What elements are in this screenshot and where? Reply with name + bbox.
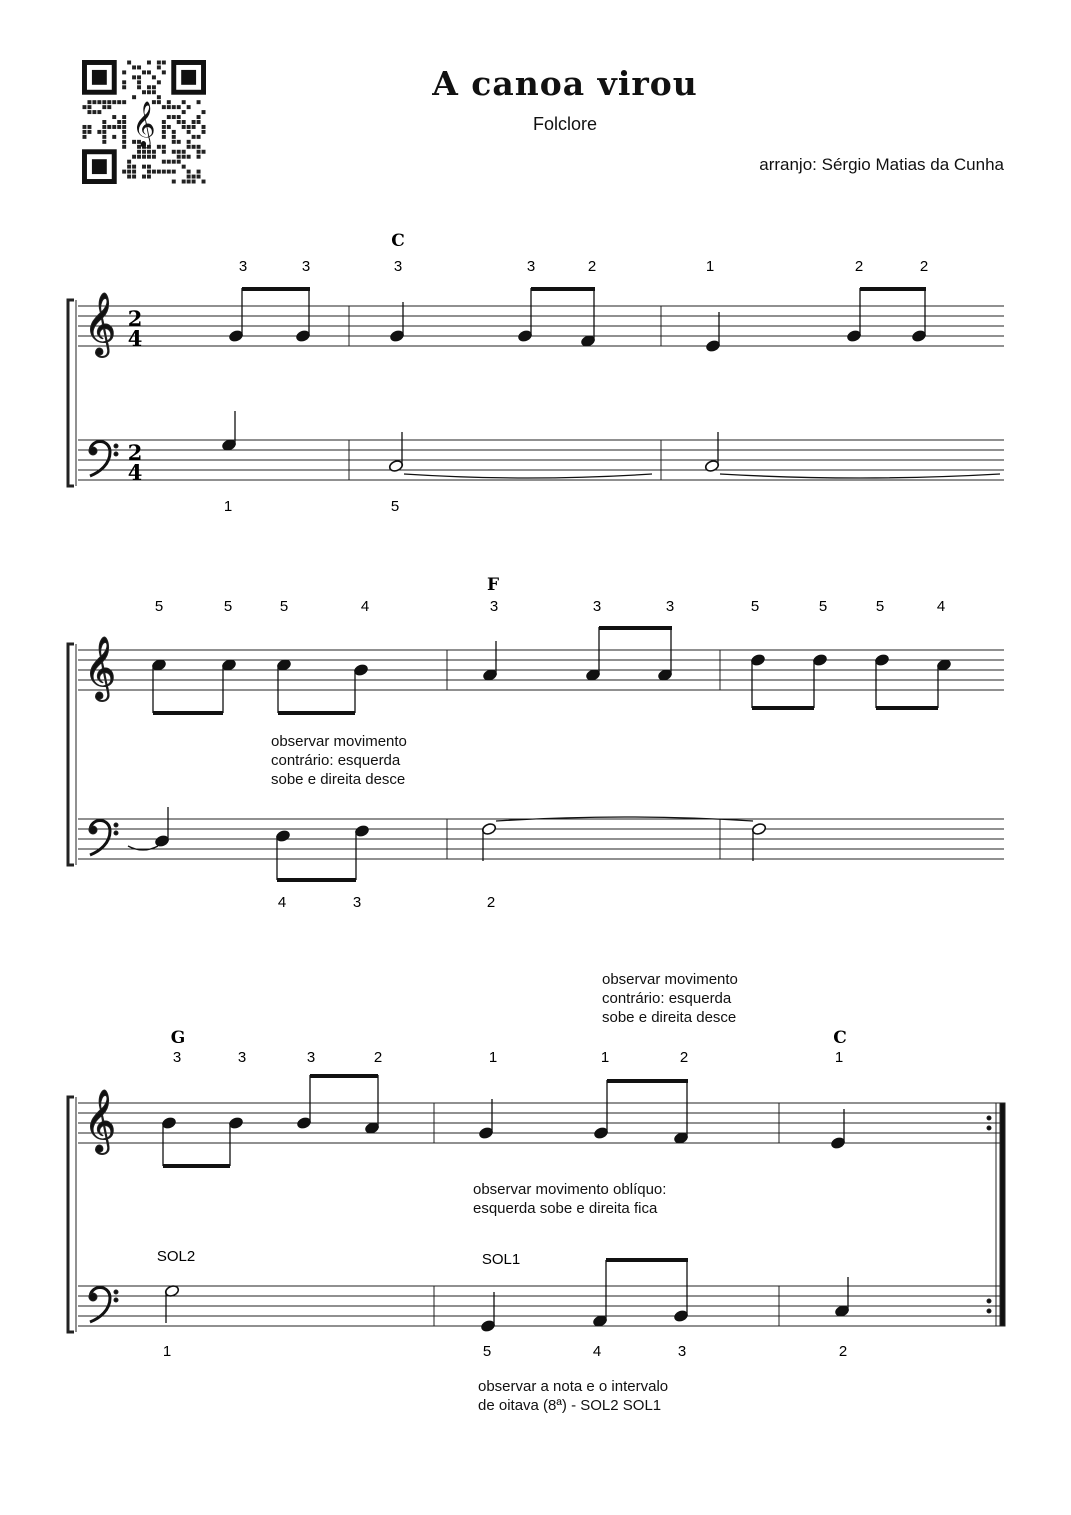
chord-symbol: C xyxy=(391,231,405,251)
page-subtitle: Folclore xyxy=(532,114,598,134)
rh-fingering: 2 xyxy=(373,1049,383,1066)
quarter-note xyxy=(846,288,861,343)
bass-clef-icon xyxy=(89,1288,118,1323)
quarter-note xyxy=(673,1080,688,1145)
quarter-note xyxy=(705,312,720,353)
lh-fingering: 5 xyxy=(390,498,400,515)
time-signature-lower: 4 xyxy=(127,460,143,485)
beam xyxy=(599,626,672,630)
rh-fingering: 3 xyxy=(489,598,499,615)
rh-fingering: 5 xyxy=(279,598,289,615)
treble-staff xyxy=(78,650,1004,690)
treble-clef-icon: 𝄞 xyxy=(84,636,116,699)
quarter-note xyxy=(353,663,368,713)
quarter-note xyxy=(936,658,951,708)
note-label-sol2: SOL2 xyxy=(156,1248,196,1265)
bass-staff xyxy=(78,819,1004,859)
beam xyxy=(531,287,595,291)
quarter-note xyxy=(354,824,369,880)
quarter-note xyxy=(830,1109,845,1150)
rh-fingering: 5 xyxy=(750,598,760,615)
beam xyxy=(752,706,814,710)
quarter-note xyxy=(911,288,926,343)
time-signature-lower: 4 xyxy=(127,326,143,351)
rh-fingering: 5 xyxy=(875,598,885,615)
bass-staff xyxy=(78,440,1004,480)
lh-fingering: 3 xyxy=(677,1343,687,1360)
rh-fingering: 3 xyxy=(393,258,403,275)
rh-fingering: 5 xyxy=(818,598,828,615)
treble-clef-icon: 𝄞 xyxy=(84,1089,116,1152)
quarter-note xyxy=(517,288,532,343)
beam xyxy=(607,1079,688,1083)
rh-fingering: 3 xyxy=(237,1049,247,1066)
chord-symbol: G xyxy=(170,1028,186,1048)
time-signature-upper: 2 xyxy=(127,306,143,331)
half-note xyxy=(164,1284,179,1323)
arranger-credit: arranjo: Sérgio Matias da Cunha xyxy=(759,155,1004,174)
rh-fingering: 2 xyxy=(587,258,597,275)
rh-fingering: 3 xyxy=(172,1049,182,1066)
rh-fingering: 3 xyxy=(301,258,311,275)
rh-fingering: 3 xyxy=(238,258,248,275)
quarter-note xyxy=(275,829,290,880)
treble-clef-icon: 𝄞 xyxy=(132,100,156,147)
tie xyxy=(404,474,652,478)
quarter-note xyxy=(295,288,310,343)
half-note xyxy=(704,432,719,473)
half-note xyxy=(388,432,403,473)
system-bracket xyxy=(68,1097,74,1332)
treble-staff xyxy=(78,1103,1004,1143)
rh-fingering: 5 xyxy=(223,598,233,615)
quarter-note xyxy=(296,1075,311,1130)
bass-clef-icon xyxy=(89,442,118,477)
treble-clef-icon: 𝄞 xyxy=(84,292,116,355)
rh-fingering: 4 xyxy=(360,598,370,615)
repeat-dot xyxy=(987,1116,991,1120)
quarter-note xyxy=(812,653,827,708)
quarter-note xyxy=(482,641,497,682)
annotation-contrary-motion-2: observar movimento contrário: esquerda sobe e direita desce xyxy=(602,971,738,1026)
half-note xyxy=(751,822,766,861)
tie xyxy=(720,474,1000,478)
lh-fingering: 4 xyxy=(277,894,287,911)
quarter-note xyxy=(673,1260,688,1323)
quarter-note xyxy=(154,807,169,848)
half-note xyxy=(481,822,496,861)
treble-staff xyxy=(78,306,1004,346)
rh-fingering: 4 xyxy=(936,598,946,615)
beam xyxy=(278,711,355,715)
beam xyxy=(310,1074,378,1078)
rh-fingering: 1 xyxy=(488,1049,498,1066)
lh-fingering: 1 xyxy=(223,498,233,515)
note-label-sol1: SOL1 xyxy=(481,1251,521,1268)
rh-fingering: 3 xyxy=(592,598,602,615)
repeat-dot xyxy=(987,1309,991,1313)
lh-fingering: 2 xyxy=(838,1343,848,1360)
beam xyxy=(277,878,356,882)
rh-fingering: 3 xyxy=(665,598,675,615)
annotation-contrary-motion-1: observar movimento contrário: esquerda sobe e direita desce xyxy=(271,733,407,788)
annotation-oblique-motion: observar movimento oblíquo: esquerda sobe e direita fica xyxy=(473,1181,667,1217)
time-signature-upper: 2 xyxy=(127,440,143,465)
chord-symbol: F xyxy=(486,575,500,595)
page-title: A canoa virou xyxy=(432,64,698,103)
lh-fingering: 5 xyxy=(482,1343,492,1360)
rh-fingering: 5 xyxy=(154,598,164,615)
chord-symbol: C xyxy=(833,1028,847,1048)
quarter-note xyxy=(834,1277,849,1318)
bass-staff xyxy=(78,1286,1004,1326)
quarter-note xyxy=(593,1080,608,1140)
annotation-octave-interval: observar a nota e o intervalo de oitava (8ª) - SOL2 SOL1 xyxy=(478,1378,669,1414)
system-bracket xyxy=(68,644,74,865)
beam xyxy=(163,1164,230,1168)
beam xyxy=(153,711,223,715)
quarter-note xyxy=(874,653,889,708)
quarter-note xyxy=(478,1099,493,1140)
quarter-note xyxy=(657,627,672,682)
rh-fingering: 1 xyxy=(705,258,715,275)
rh-fingering: 1 xyxy=(600,1049,610,1066)
quarter-note xyxy=(228,1116,243,1166)
quarter-note xyxy=(364,1075,379,1135)
system-bracket xyxy=(68,300,74,486)
lh-fingering: 1 xyxy=(162,1343,172,1360)
lh-fingering: 3 xyxy=(352,894,362,911)
final-barline xyxy=(1000,1103,1005,1326)
beam xyxy=(860,287,926,291)
rh-fingering: 3 xyxy=(306,1049,316,1066)
quarter-note xyxy=(221,411,236,452)
quarter-note xyxy=(151,658,166,713)
rh-fingering: 1 xyxy=(834,1049,844,1066)
quarter-note xyxy=(585,627,600,682)
repeat-dot xyxy=(987,1299,991,1303)
quarter-note xyxy=(276,658,291,713)
rh-fingering: 3 xyxy=(526,258,536,275)
quarter-note xyxy=(221,658,236,713)
beam xyxy=(606,1258,688,1262)
lh-fingering: 2 xyxy=(486,894,496,911)
lh-fingering: 4 xyxy=(592,1343,602,1360)
beam xyxy=(876,706,938,710)
quarter-note xyxy=(480,1292,495,1333)
quarter-note xyxy=(750,653,765,708)
repeat-dot xyxy=(987,1126,991,1130)
quarter-note xyxy=(580,288,595,348)
quarter-note xyxy=(228,288,243,343)
rh-fingering: 2 xyxy=(679,1049,689,1066)
bass-clef-icon xyxy=(89,821,118,856)
quarter-note xyxy=(592,1260,607,1328)
rh-fingering: 2 xyxy=(854,258,864,275)
rh-fingering: 2 xyxy=(919,258,929,275)
quarter-note xyxy=(389,302,404,343)
quarter-note xyxy=(161,1116,176,1166)
beam xyxy=(242,287,310,291)
